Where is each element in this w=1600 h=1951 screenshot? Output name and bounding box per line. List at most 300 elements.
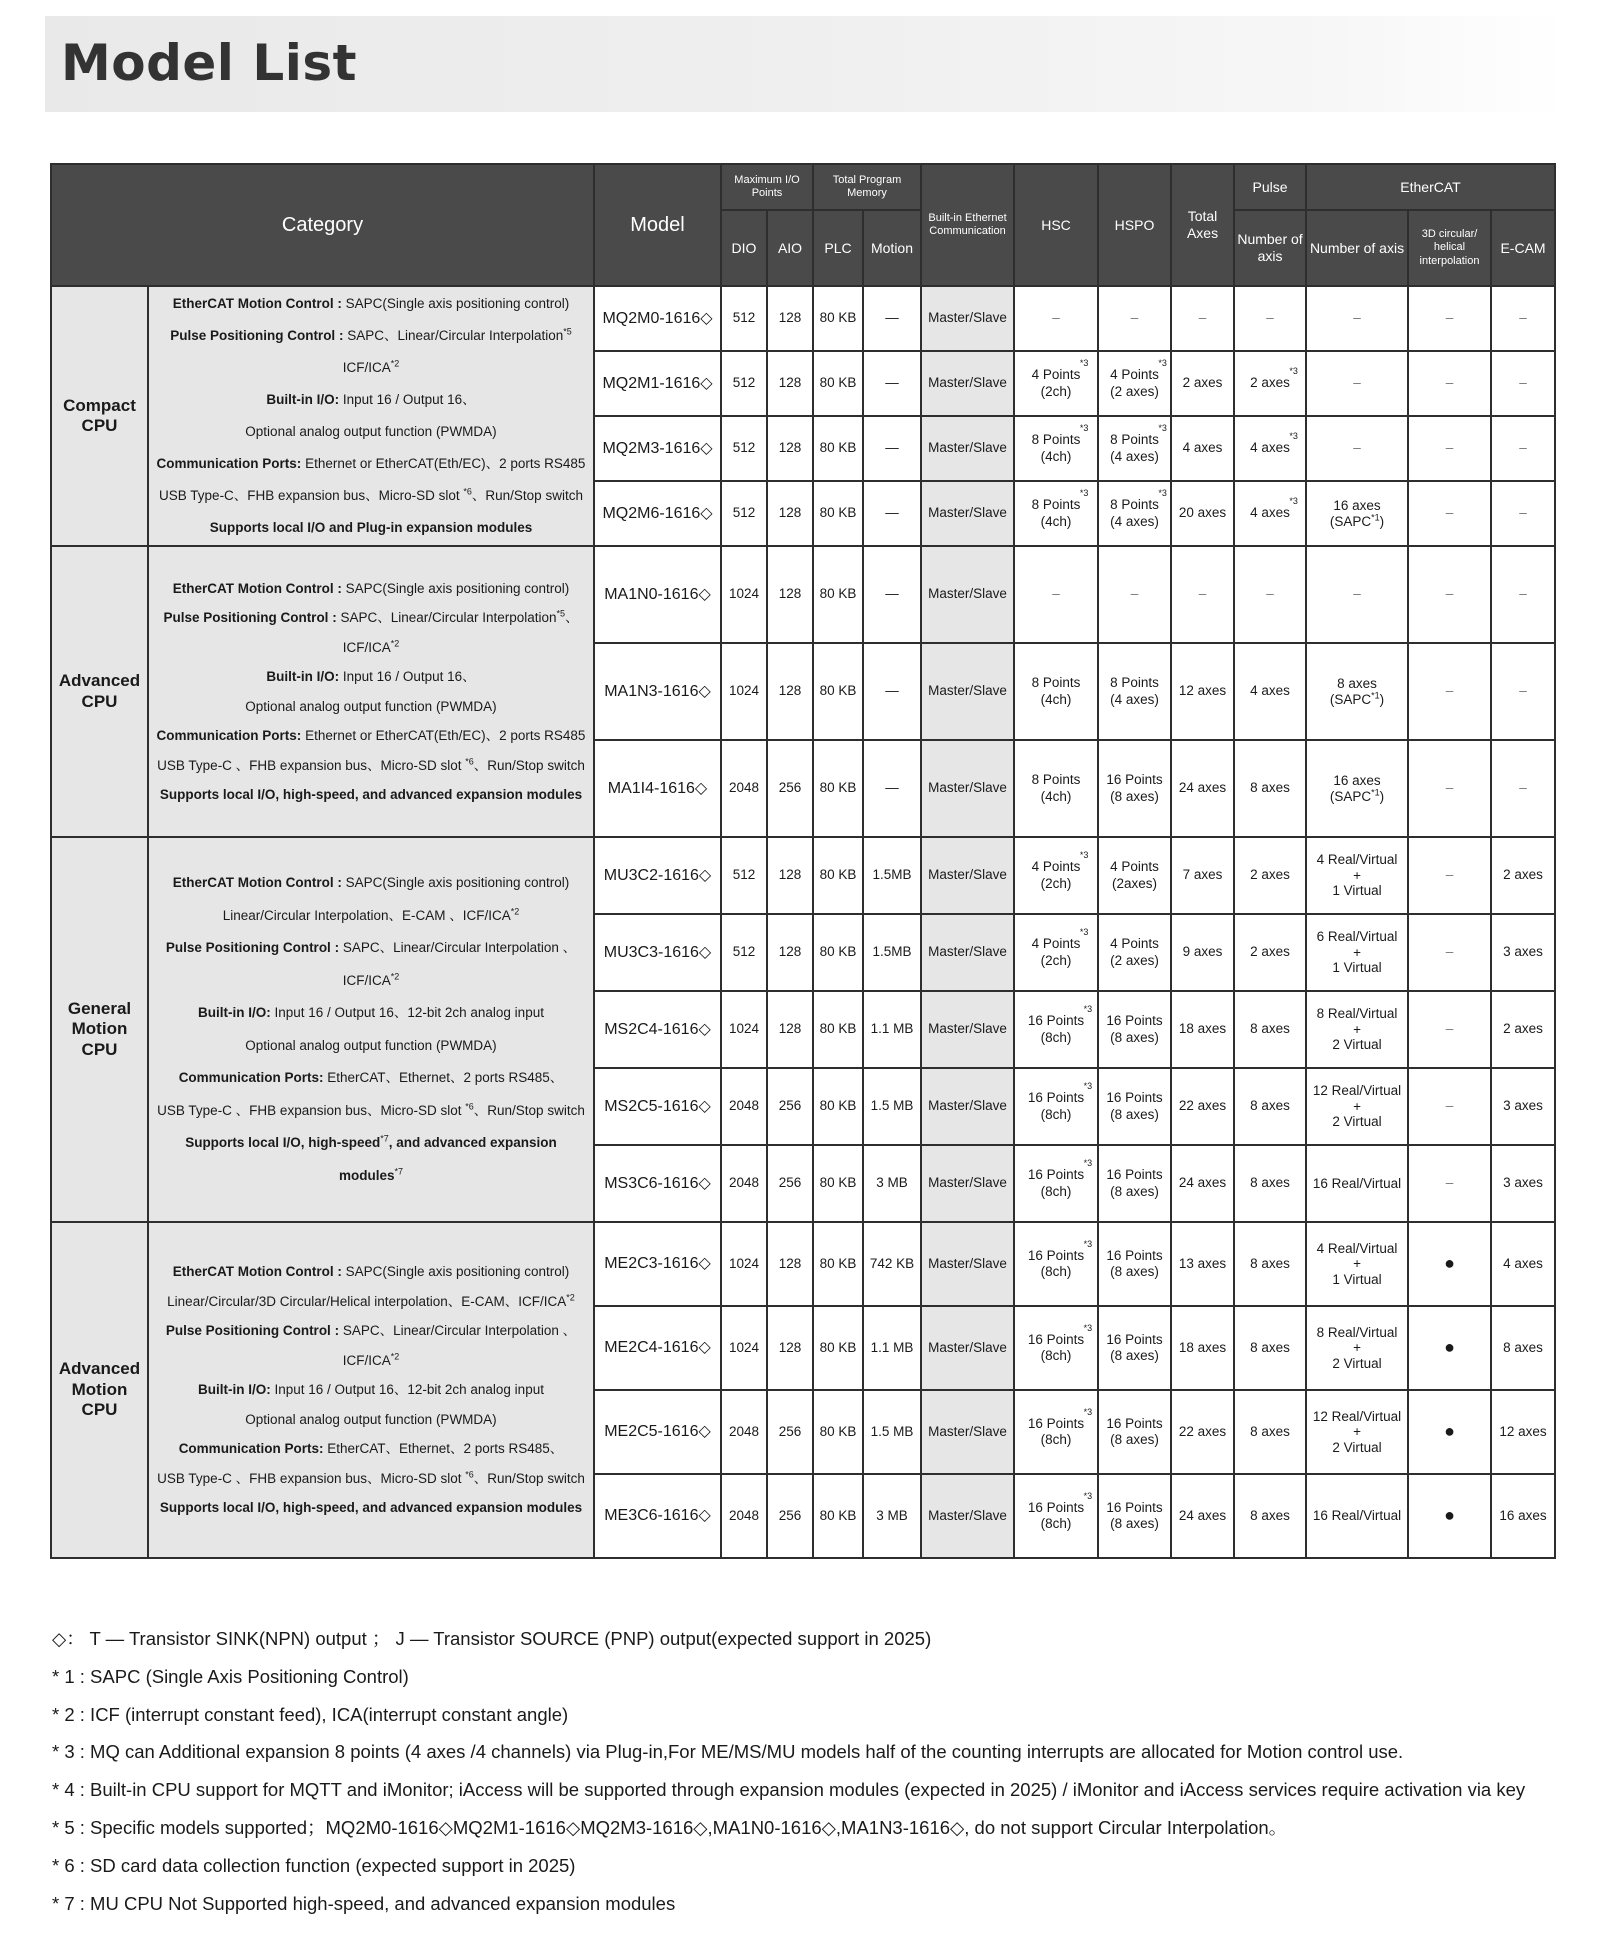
plc-cell: 80 KB	[813, 1222, 863, 1306]
pulse-header: Pulse	[1234, 164, 1306, 210]
pulse-axis-text: 4 axes	[1250, 683, 1290, 699]
category-name	[51, 837, 148, 1222]
hspo-cell-line1: 16 Points	[1106, 1090, 1163, 1106]
ecam-cell: –	[1491, 643, 1555, 740]
feature-footnote: *2	[510, 906, 520, 916]
ecat-axis-cell: –	[1306, 286, 1408, 351]
feature-line	[151, 480, 591, 512]
hsc-cell-value: 16 Points *3 (8ch)	[1027, 1158, 1093, 1199]
total-axes-cell: 2 axes	[1171, 351, 1234, 416]
feature-line	[151, 574, 591, 604]
dio-cell: 512	[721, 481, 767, 546]
feature-label: EtherCAT Motion Control :	[172, 580, 342, 596]
ecam-cell: 3 axes	[1491, 1145, 1555, 1222]
feature-line	[151, 512, 591, 544]
pulse-axis-cell	[1234, 643, 1306, 740]
total-axes-cell: –	[1171, 286, 1234, 351]
ecat-axis-line1: 16 Real/Virtual	[1312, 1175, 1402, 1191]
hsc-cell-line2: (2ch)	[1040, 383, 1072, 399]
pulse-axis-value	[1250, 1021, 1290, 1037]
hsc-cell-line1: 4 Points	[1031, 859, 1081, 875]
aio-header: AIO	[767, 210, 813, 286]
feature-text: Linear/Circular Interpolation、E-CAM 、ICF/ICA	[222, 907, 511, 923]
hsc-cell	[1014, 837, 1098, 914]
hsc-cell-line1: 16 Points	[1027, 1331, 1085, 1347]
model-cell: ME3C6-1616◇	[594, 1474, 721, 1558]
hsc-cell-line2: (8ch)	[1040, 1183, 1072, 1199]
hspo-cell	[1098, 643, 1171, 740]
feature-text: USB Type-C、FHB expansion bus、Micro-SD slot	[159, 488, 464, 503]
feature-text: SAPC(Single axis positioning control)	[341, 1264, 570, 1280]
hsc-cell-line2: (8ch)	[1040, 1264, 1072, 1279]
pulse-axis-value: 4 axes *3	[1250, 431, 1298, 456]
plc-cell: 80 KB	[813, 1306, 863, 1390]
ecat-axis-line1: 8 Real/Virtual	[1316, 1006, 1398, 1022]
hsc-cell-value: 16 Points *3 (8ch)	[1027, 1004, 1093, 1045]
hspo-cell-line2: (8 axes)	[1110, 1029, 1159, 1045]
hspo-cell-value: 8 Points *3 (4 axes)	[1110, 488, 1167, 529]
hsc-cell	[1014, 351, 1098, 416]
hsc-cell-line2: (8ch)	[1040, 1106, 1072, 1122]
feature-line	[151, 384, 591, 416]
hspo-cell-value	[1106, 772, 1162, 804]
hspo-cell-line1: 16 Points	[1106, 1499, 1163, 1515]
ecam-cell: –	[1491, 740, 1555, 837]
category-name-line: Motion	[71, 1019, 128, 1039]
ecat-axis-line1: 16 Real/Virtual	[1312, 1508, 1402, 1524]
feature-footnote: *7	[380, 1133, 389, 1144]
interpolation-cell: ●	[1408, 1390, 1491, 1474]
motion-cell: 1.5 MB	[863, 1068, 921, 1145]
hspo-cell-value	[1106, 1013, 1162, 1045]
feature-text: USB Type-C 、FHB expansion bus、Micro-SD slot	[157, 757, 466, 773]
footnote-line: * 6 : SD card data collection function (expected support in 2025)	[52, 1854, 576, 1876]
pulse-axis-text: 2 axes	[1250, 944, 1290, 960]
ethernet-header: Built-in Ethernet Communication	[921, 164, 1014, 286]
model-cell: MU3C3-1616◇	[594, 914, 721, 991]
hsc-cell-value: 4 Points *3 (2ch)	[1031, 850, 1089, 891]
feature-text: Ethernet or EtherCAT(Eth/EC)、2 ports RS485	[301, 728, 586, 743]
hspo-cell: –	[1098, 546, 1171, 643]
feature-footnote: *2	[390, 1351, 400, 1362]
hsc-cell-value	[1032, 772, 1081, 804]
total-axes-cell: 12 axes	[1171, 643, 1234, 740]
pulse-axis-cell	[1234, 991, 1306, 1068]
motion-cell: —	[863, 740, 921, 837]
interpolation-cell: –	[1408, 914, 1491, 991]
pulse-axis-value	[1250, 1424, 1290, 1440]
aio-cell: 256	[767, 1390, 813, 1474]
plc-cell: 80 KB	[813, 1068, 863, 1145]
hsc-cell	[1014, 1390, 1098, 1474]
feature-label: Pulse Positioning Control :	[170, 328, 344, 343]
category-name	[51, 546, 148, 837]
footnote-line: * 3 : MQ can Additional expansion 8 points (4 axes /4 channels) via Plug-in,For ME/MS/MU models half of the counting interrupts are allocated for Motion control use.	[52, 1741, 1404, 1763]
category-name-line: Advanced	[58, 1359, 141, 1379]
hsc-cell-line2: (4ch)	[1040, 448, 1072, 464]
total-axes-cell: 20 axes	[1171, 481, 1234, 546]
ecam-cell: –	[1491, 546, 1555, 643]
plc-header: PLC	[813, 210, 863, 286]
feature-footnote: *5	[556, 608, 566, 619]
pulse-axis-value	[1250, 1508, 1290, 1524]
pulse-axis-value	[1250, 683, 1290, 699]
feature-text: Optional analog output function (PWMDA)	[245, 1037, 497, 1053]
feature-line	[151, 965, 591, 998]
hsc-cell-value: 8 Points *3 (4ch)	[1031, 423, 1089, 464]
feature-line	[151, 780, 591, 810]
feature-line	[151, 997, 591, 1030]
ethernet-cell: Master/Slave	[921, 1068, 1014, 1145]
feature-label: Communication Ports:	[156, 728, 302, 743]
dio-cell: 512	[721, 416, 767, 481]
aio-cell: 128	[767, 1222, 813, 1306]
feature-text: SAPC、Linear/Circular Interpolation	[343, 328, 564, 343]
hsc-cell	[1014, 1068, 1098, 1145]
feature-label: modules	[338, 1167, 395, 1183]
aio-cell: 128	[767, 481, 813, 546]
feature-text: SAPC、Linear/Circular Interpolation 、	[339, 1323, 577, 1339]
hsc-cell	[1014, 991, 1098, 1068]
feature-text: USB Type-C 、FHB expansion bus、Micro-SD slot	[157, 1470, 466, 1486]
feature-line	[151, 416, 591, 448]
pulse-axis-cell	[1234, 1145, 1306, 1222]
hsc-cell	[1014, 643, 1098, 740]
hsc-cell-value: 16 Points *3 (8ch)	[1027, 1406, 1093, 1447]
hspo-cell-line1: 16 Points	[1106, 1331, 1163, 1347]
feature-line	[151, 352, 591, 384]
aio-cell: 128	[767, 546, 813, 643]
feature-line	[151, 932, 591, 965]
ethernet-cell: Master/Slave	[921, 1474, 1014, 1558]
hspo-cell-line2: (4 axes)	[1110, 448, 1159, 464]
pulse-axis-cell	[1234, 1222, 1306, 1306]
hspo-cell-value	[1106, 1500, 1162, 1532]
feature-line	[151, 633, 591, 663]
ecat-axis-line2: +	[1353, 867, 1361, 883]
pulse-axis-text: 2 axes	[1250, 375, 1290, 391]
motion-cell: 3 MB	[863, 1474, 921, 1558]
feature-text: Linear/Circular/3D Circular/Helical interpolation、E-CAM、ICF/ICA	[167, 1293, 567, 1309]
table-row	[51, 837, 1555, 914]
feature-line	[151, 448, 591, 480]
motion-cell: —	[863, 416, 921, 481]
feature-line	[151, 721, 591, 751]
hsc-cell-line1: 8 Points	[1031, 675, 1081, 691]
interpolation-cell: –	[1408, 286, 1491, 351]
hspo-cell	[1098, 416, 1171, 481]
model-cell: MA1N0-1616◇	[594, 546, 721, 643]
category-name-line: Advanced	[58, 671, 141, 691]
ecat-axis-line2-end: )	[1379, 788, 1385, 804]
total-axes-cell: 9 axes	[1171, 914, 1234, 991]
ecat-axis-line3: 1 Virtual	[1332, 883, 1382, 899]
ecat-axis-line1: 4 Real/Virtual	[1316, 852, 1398, 868]
page-title: Model List	[61, 34, 358, 92]
category-name-line: CPU	[81, 416, 118, 435]
ecat-axis-line1: 16 axes	[1333, 772, 1381, 788]
motion-cell: 1.1 MB	[863, 991, 921, 1068]
feature-footnote: *2	[566, 1292, 575, 1303]
feature-line	[151, 1346, 591, 1376]
ecat-axis-cell	[1306, 1145, 1408, 1222]
interpolation-cell: –	[1408, 991, 1491, 1068]
model-cell: MA1I4-1616◇	[594, 740, 721, 837]
hspo-cell-line2: (2 axes)	[1110, 383, 1159, 399]
dio-cell: 1024	[721, 1306, 767, 1390]
feature-footnote: *6	[463, 486, 472, 497]
ecat-axis-cell: –	[1306, 351, 1408, 416]
ecat-axis-line3: 1 Virtual	[1332, 1271, 1382, 1287]
table-row	[51, 1222, 1555, 1306]
ecat-axis-line1: 12 Real/Virtual	[1312, 1408, 1402, 1424]
ecat-axis-header: Number of axis	[1306, 210, 1408, 286]
footnote-line: * 7 : MU CPU Not Supported high-speed, and advanced expansion modules	[52, 1892, 676, 1914]
ecat-axis-line2: +	[1353, 1340, 1361, 1356]
hspo-cell-line2: (8 axes)	[1110, 1264, 1159, 1279]
feature-label: Communication Ports:	[156, 456, 302, 471]
table-row	[51, 546, 1555, 643]
aio-cell: 256	[767, 1068, 813, 1145]
feature-text: Ethernet or EtherCAT(Eth/EC)、2 ports RS485	[301, 456, 586, 471]
ecat-footnote: *1	[1371, 787, 1380, 797]
total-axes-cell: 7 axes	[1171, 837, 1234, 914]
feature-footnote: *6	[465, 756, 474, 766]
hspo-cell-value	[1110, 859, 1159, 891]
hspo-cell	[1098, 837, 1171, 914]
hsc-cell	[1014, 1222, 1098, 1306]
pulse-axis-text: 4 axes	[1250, 505, 1290, 521]
ecam-cell: 2 axes	[1491, 837, 1555, 914]
motion-cell: 1.1 MB	[863, 1306, 921, 1390]
total-axes-cell: –	[1171, 546, 1234, 643]
ecam-cell: 16 axes	[1491, 1474, 1555, 1558]
ecat-axis-line2: (SAPC	[1329, 788, 1372, 804]
total-axes-cell: 18 axes	[1171, 991, 1234, 1068]
feature-footnote: *5	[563, 326, 572, 337]
feature-text: SAPC(Single axis positioning control)	[341, 580, 570, 596]
feature-line	[151, 1030, 591, 1063]
plc-cell: 80 KB	[813, 1145, 863, 1222]
feature-text: SAPC、Linear/Circular Interpolation 、	[339, 940, 577, 955]
hspo-cell	[1098, 1306, 1171, 1390]
hsc-cell	[1014, 1145, 1098, 1222]
pulse-axis-value	[1250, 944, 1290, 960]
feature-label: Supports local I/O, high-speed	[185, 1135, 381, 1150]
interpolation-cell: –	[1408, 837, 1491, 914]
feature-label: Pulse Positioning Control :	[165, 1323, 340, 1339]
feature-text: SAPC(Single axis positioning control)	[341, 875, 570, 890]
feature-text: SAPC、Linear/Circular Interpolation	[336, 610, 557, 625]
hspo-cell	[1098, 1145, 1171, 1222]
hspo-cell-line1: 16 Points	[1106, 1415, 1163, 1431]
model-cell: MA1N3-1616◇	[594, 643, 721, 740]
feature-line	[151, 1434, 591, 1464]
hsc-cell-value: 4 Points *3 (2ch)	[1031, 927, 1089, 968]
total-axes-cell: 24 axes	[1171, 1474, 1234, 1558]
pulse-axis-cell	[1234, 351, 1306, 416]
hspo-cell-value	[1106, 1248, 1162, 1280]
hsc-cell-line2: (4ch)	[1040, 691, 1072, 707]
pulse-axis-value: 2 axes *3	[1250, 366, 1298, 391]
ethernet-cell: Master/Slave	[921, 1145, 1014, 1222]
aio-cell: 256	[767, 1474, 813, 1558]
memory-header: Total Program Memory	[813, 164, 921, 210]
hsc-cell-line2: (8ch)	[1040, 1029, 1072, 1045]
category-features	[148, 1222, 594, 1558]
feature-line	[151, 1464, 591, 1494]
pulse-axis-cell: –	[1234, 546, 1306, 643]
hspo-cell-line2: (4 axes)	[1110, 513, 1159, 529]
footnotes	[52, 1620, 1592, 1922]
total-axes-cell: 18 axes	[1171, 1306, 1234, 1390]
ecat-axis-cell	[1306, 643, 1408, 740]
hsc-cell	[1014, 416, 1098, 481]
hspo-cell-line1: 16 Points	[1106, 1013, 1163, 1029]
ecat-3d-header: 3D circular/ helical interpolation	[1408, 210, 1491, 286]
ethernet-cell: Master/Slave	[921, 481, 1014, 546]
feature-label: EtherCAT Motion Control :	[172, 296, 342, 311]
ecat-axis-cell	[1306, 1222, 1408, 1306]
footnote-line: * 5 : Specific models supported；MQ2M0-1616◇MQ2M1-1616◇MQ2M3-1616◇,MA1N0-1616◇,MA1N3-1616◇, do not support Circular Interpolation。	[52, 1816, 1288, 1838]
ethernet-cell: Master/Slave	[921, 351, 1014, 416]
feature-text: ICF/ICA	[342, 639, 391, 655]
category-features	[148, 837, 594, 1222]
feature-line	[151, 320, 591, 352]
feature-text: Optional analog output function (PWMDA)	[245, 424, 497, 439]
hsc-cell-line1: 8 Points	[1031, 772, 1081, 788]
hsc-cell-line1: 4 Points	[1031, 367, 1081, 383]
feature-line	[151, 751, 591, 781]
category-name-line: CPU	[81, 691, 118, 711]
feature-text-cont: 、	[565, 610, 579, 625]
feature-label: Supports local I/O, high-speed, and advanced expansion modules	[159, 787, 583, 802]
dio-cell: 512	[721, 914, 767, 991]
hsc-cell	[1014, 740, 1098, 837]
feature-text: Input 16 / Output 16、12-bit 2ch analog input	[270, 1382, 544, 1398]
total-axes-cell: 24 axes	[1171, 1145, 1234, 1222]
ecat-footnote: *1	[1371, 512, 1380, 522]
dio-cell: 512	[721, 351, 767, 416]
pulse-axis-cell: –	[1234, 286, 1306, 351]
ecat-axis-cell	[1306, 1474, 1408, 1558]
ecat-axis-cell	[1306, 1390, 1408, 1474]
ecat-axis-line3: 2 Virtual	[1332, 1037, 1382, 1053]
hspo-header: HSPO	[1098, 164, 1171, 286]
pulse-axis-text: 8 axes	[1250, 1507, 1290, 1523]
plc-cell: 80 KB	[813, 481, 863, 546]
interpolation-cell: –	[1408, 1145, 1491, 1222]
dio-cell: 2048	[721, 1390, 767, 1474]
motion-cell: —	[863, 351, 921, 416]
dio-cell: 2048	[721, 1145, 767, 1222]
footnote-line: * 1 : SAPC (Single Axis Positioning Control)	[52, 1665, 409, 1687]
footnote-line: * 2 : ICF (interrupt constant feed), ICA(interrupt constant angle)	[52, 1703, 569, 1725]
pulse-axis-value	[1250, 780, 1290, 796]
feature-text: ICF/ICA	[342, 972, 391, 988]
model-cell: MQ2M1-1616◇	[594, 351, 721, 416]
feature-footnote: *2	[390, 971, 400, 981]
hsc-cell-line1: 16 Points	[1027, 1415, 1085, 1431]
hsc-cell	[1014, 1474, 1098, 1558]
ecat-axis-line1: 6 Real/Virtual	[1316, 929, 1398, 945]
hspo-cell-value	[1106, 1332, 1162, 1364]
feature-text: Optional analog output function (PWMDA)	[245, 1411, 497, 1427]
hspo-cell-line2: (8 axes)	[1110, 1348, 1159, 1363]
aio-cell: 256	[767, 1145, 813, 1222]
feature-label: Communication Ports:	[178, 1070, 324, 1085]
dio-cell: 2048	[721, 1068, 767, 1145]
dio-cell: 512	[721, 837, 767, 914]
hspo-cell	[1098, 351, 1171, 416]
aio-cell: 128	[767, 286, 813, 351]
dio-cell: 1024	[721, 991, 767, 1068]
feature-label: Pulse Positioning Control :	[163, 610, 337, 625]
feature-text: Input 16 / Output 16、	[339, 392, 476, 407]
category-features	[148, 286, 594, 546]
ecat-axis-line1: 16 axes	[1333, 497, 1381, 513]
hspo-cell-line2: (8 axes)	[1110, 1432, 1159, 1447]
hspo-cell-value	[1106, 1416, 1162, 1448]
pulse-axis-text: 8 axes	[1250, 780, 1290, 796]
pulse-axis-cell	[1234, 416, 1306, 481]
feature-line	[151, 692, 591, 722]
ecam-cell: 2 axes	[1491, 991, 1555, 1068]
ecat-axis-line3: 2 Virtual	[1332, 1355, 1382, 1371]
total-axes-cell: 13 axes	[1171, 1222, 1234, 1306]
feature-line	[151, 288, 591, 320]
feature-text: Input 16 / Output 16、12-bit 2ch analog input	[270, 1005, 544, 1020]
hspo-cell-value	[1110, 675, 1159, 707]
aio-cell: 128	[767, 643, 813, 740]
pulse-axis-value	[1250, 867, 1290, 883]
ecam-cell: 3 axes	[1491, 914, 1555, 991]
ethernet-cell: Master/Slave	[921, 1306, 1014, 1390]
feature-line	[151, 867, 591, 900]
hspo-cell-value	[1106, 1090, 1162, 1122]
hspo-cell-value	[1106, 1167, 1162, 1199]
hsc-cell-line1: 8 Points	[1031, 497, 1081, 513]
motion-cell: 1.5MB	[863, 837, 921, 914]
hsc-cell-line2: (2ch)	[1040, 875, 1072, 891]
feature-line	[151, 1127, 591, 1160]
hspo-cell	[1098, 481, 1171, 546]
category-header: Category	[51, 164, 594, 286]
pulse-axis-cell	[1234, 1390, 1306, 1474]
ecat-axis-line2-end: )	[1379, 691, 1385, 707]
feature-line	[151, 1257, 591, 1287]
motion-cell: 1.5 MB	[863, 1390, 921, 1474]
feature-label: Built-in I/O:	[198, 1005, 271, 1020]
hspo-cell-line1: 8 Points	[1110, 497, 1159, 513]
ethernet-cell: Master/Slave	[921, 837, 1014, 914]
feature-text-cont: 、Run/Stop switch	[473, 1102, 585, 1118]
footnote-line: * 4 : Built-in CPU support for MQTT and iMonitor; iAccess will be supported through expansion modules (expected in 2025) / iMonitor and iAccess services require activation via key	[52, 1779, 1526, 1801]
hspo-cell-line1: 16 Points	[1106, 772, 1163, 788]
hspo-cell-line2: (8 axes)	[1110, 1516, 1159, 1531]
ecam-cell: 3 axes	[1491, 1068, 1555, 1145]
ethernet-cell: Master/Slave	[921, 914, 1014, 991]
interpolation-cell: ●	[1408, 1474, 1491, 1558]
motion-cell: 742 KB	[863, 1222, 921, 1306]
ecam-cell: –	[1491, 351, 1555, 416]
ecat-axis-line2: +	[1353, 944, 1361, 960]
interpolation-cell: ●	[1408, 1222, 1491, 1306]
hsc-cell-value: 16 Points *3 (8ch)	[1027, 1322, 1093, 1363]
feature-line	[151, 1375, 591, 1405]
ethernet-cell: Master/Slave	[921, 1222, 1014, 1306]
hspo-cell-line2: (2axes)	[1112, 875, 1158, 891]
